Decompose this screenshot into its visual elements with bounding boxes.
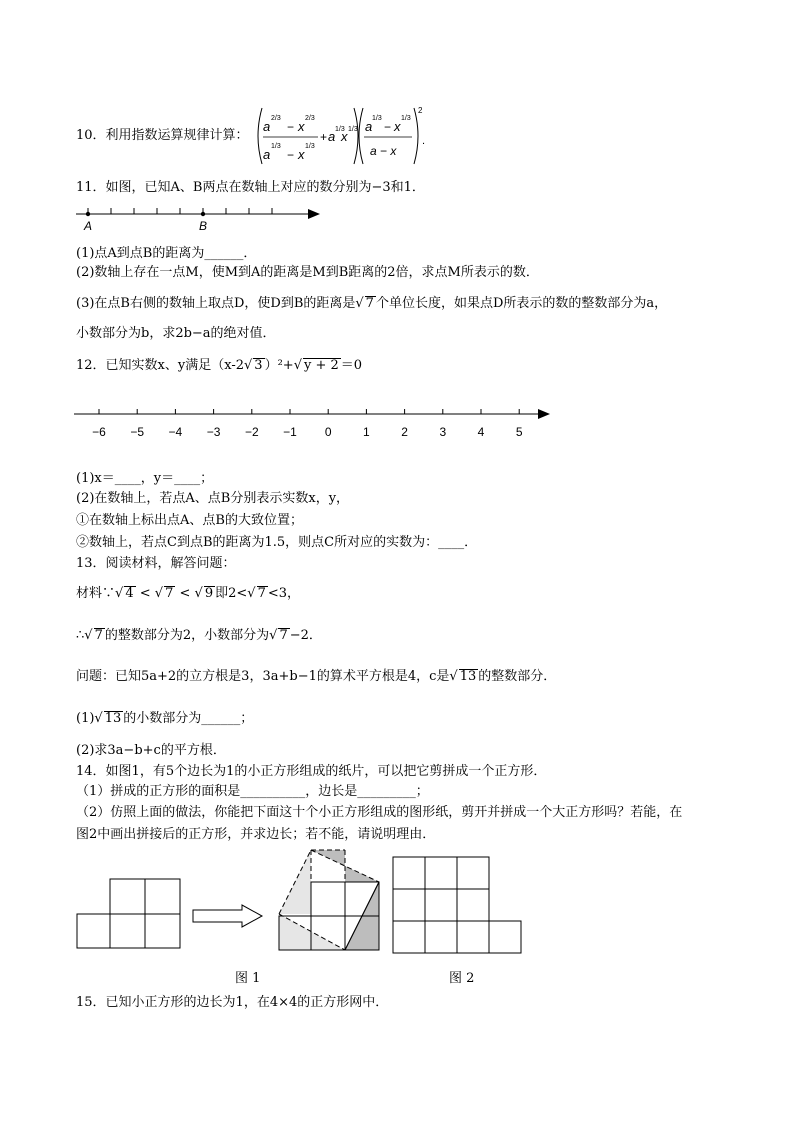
q10-expression	[254, 104, 434, 168]
q12-axis-arrow	[538, 409, 550, 419]
q10-frac2-num-a: a	[365, 119, 373, 134]
q13-radicand-7b: 7	[257, 586, 266, 601]
q13-problem-b: 的整数部分．	[478, 669, 557, 684]
q14-figure-1-rearranged	[275, 846, 387, 952]
q14-part-1: （1）拼成的正方形的面积是__________，边长是_________；	[76, 784, 429, 799]
q11-part-2: (2)数轴上存在一点M，使M到A的距离是M到B距离的2倍，求点M所表示的数．	[76, 265, 539, 280]
question-15-stem: 15．已知小正方形的边长为1，在4×4的正方形网中．	[76, 995, 389, 1010]
q13-stem: 13．阅读材料，解答问题：	[76, 556, 236, 571]
q10-frac1-den-x-exp: 1/3	[305, 143, 315, 150]
q10-frac2-num-minus: −	[384, 120, 392, 134]
q11-part-3-line2: 小数部分为b，求2b−a的绝对值．	[76, 326, 276, 341]
q14-figure-1-caption: 图 1	[235, 971, 261, 986]
sqrt-symbol-icon: √	[194, 586, 203, 601]
q12-tick-label: −3	[206, 425, 221, 439]
q14-part-2-line1: （2）仿照上面的做法，你能把下面这十个小正方形组成的图形纸，剪开并拼成一个大正方形吗？若能，在	[76, 805, 683, 820]
q13-part-2: (2)求3a−b+c的平方根．	[76, 743, 226, 758]
q10-left-paren-1	[258, 108, 262, 164]
q10-frac1-num-minus: −	[287, 120, 295, 134]
q10-term-a-exp: 1/3	[335, 126, 345, 133]
q11-part-1: (1)点A到点B的距离为______．	[76, 246, 257, 261]
q10-prefix: 10．利用指数运算规律计算：	[76, 128, 249, 143]
q12-stem-c: ＝0	[340, 358, 363, 373]
q12-tick-label: −1	[283, 425, 297, 439]
q12-part-1: (1)x＝____，y＝____；	[76, 471, 214, 486]
q13-problem-a: 问题：已知5a+2的立方根是3，3a+b−1的算术平方根是4，c是	[76, 669, 450, 684]
q12-tick-label: −4	[168, 425, 183, 439]
q13-radicand-4: 4	[125, 586, 134, 601]
q10-frac1-num-x-exp: 2/3	[305, 115, 315, 122]
q10-frac2-num-x-exp: 1/3	[401, 115, 411, 122]
q13-material-line1	[76, 585, 300, 603]
q11-radicand-7: 7	[365, 296, 374, 311]
q12-tick-label: 5	[515, 425, 523, 439]
q14-part-2-line2: 图2中画出拼接后的正方形，并求边长；若不能，请说明理由．	[76, 827, 436, 842]
sqrt-symbol-icon: √	[269, 628, 278, 643]
q12-part-2: (2)在数轴上，若点A、点B分别表示实数x，y，	[76, 491, 350, 506]
q11-number-line	[74, 204, 324, 234]
q12-tick-label: 1	[363, 425, 370, 439]
q10-term-a: a	[328, 129, 336, 144]
q11-label-b: B	[199, 219, 208, 233]
q13-m2-mid: 的整数部分为2，小数部分为	[104, 628, 270, 643]
sqrt-symbol-icon: √	[115, 586, 124, 601]
q12-tick-label: −5	[130, 425, 145, 439]
sqrt-symbol-icon: √	[449, 669, 458, 684]
q13-m2-end: −2．	[289, 628, 322, 643]
q13-p1-pre: (1)	[76, 711, 95, 726]
q12-stem-a: 12．已知实数x、y满足（x-2	[76, 358, 244, 373]
q11-axis-arrow	[308, 209, 320, 219]
q13-radicand-7a: 7	[165, 586, 174, 601]
q13-lt-2: <	[179, 586, 191, 601]
q14-figure-1-original	[76, 878, 184, 950]
q14-figure-2-caption: 图 2	[449, 971, 475, 986]
q13-part-1	[76, 710, 253, 728]
sqrt-symbol-icon: √	[244, 358, 253, 373]
q12-part-2-2: ②数轴上，若点C到点B的距离为1.5，则点C所对应的实数为：____．	[76, 535, 478, 550]
q13-problem	[76, 668, 556, 686]
q13-radicand-7c: 7	[94, 628, 103, 643]
q11-stem: 11．如图，已知A、B两点在数轴上对应的数分别为−3和1．	[76, 180, 425, 195]
q10-frac1-den-minus: −	[287, 148, 295, 162]
q13-m1-mid: 即2<	[215, 586, 248, 601]
q11-point-a	[86, 212, 90, 216]
q10-outer-exponent: 2	[418, 106, 423, 115]
hollow-arrow-icon	[192, 904, 264, 928]
q11-part-3-line1	[76, 295, 667, 313]
q13-m2-pre: ∴	[76, 628, 85, 643]
q10-period: .	[422, 135, 426, 147]
q13-m1-pre: 材料∵	[76, 586, 116, 601]
q10-term-x: x	[341, 129, 348, 144]
q12-tick-label: 3	[439, 425, 447, 439]
q13-p1-post: 的小数部分为______；	[123, 711, 254, 726]
q12-tick-label: 2	[401, 425, 408, 439]
sqrt-symbol-icon: √	[293, 358, 302, 373]
q12-radicand-3: 3	[254, 358, 263, 373]
q10-left-paren-2	[359, 108, 363, 164]
sqrt-symbol-icon: √	[355, 296, 364, 311]
q10-plus: +	[320, 130, 328, 144]
q12-stem-b: ）²+	[264, 358, 294, 373]
q10-term-x-exp: 1/3	[348, 126, 358, 133]
q10-frac1-num-x: x	[298, 119, 305, 134]
q13-radicand-13a: 13	[459, 669, 477, 684]
q10-frac1-num-a: a	[263, 119, 271, 134]
q10-frac1-den-a: a	[263, 147, 271, 162]
q10-right-paren-1	[354, 108, 358, 164]
q11-label-a: A	[84, 219, 93, 233]
q13-lt-1: <	[139, 586, 151, 601]
q11-ticks	[88, 208, 272, 214]
q12-radicand-y2: y + 2	[303, 358, 339, 373]
q11-point-b	[201, 212, 205, 216]
q12-part-2-1: ①在数轴上标出点A、点B的大致位置；	[76, 513, 303, 528]
q14-figure-2-grid	[392, 856, 522, 954]
sqrt-symbol-icon: √	[84, 628, 93, 643]
q10-frac1-den-a-exp: 1/3	[271, 143, 281, 150]
q11-part-3-text-b: 个单位长度，如果点D所表示的数的整数部分为a，	[375, 296, 668, 311]
q14-stem: 14．如图1，有5个边长为1的小正方形组成的纸片，可以把它剪拼成一个正方形．	[76, 764, 547, 779]
q10-frac2-num-a-exp: 1/3	[372, 115, 382, 122]
q10-right-paren-2	[414, 108, 418, 164]
q11-part-3-text-a: (3)在点B右侧的数轴上取点D，使D到B的距离是	[76, 296, 356, 311]
q13-radicand-9: 9	[204, 586, 214, 601]
q12-tick-label: −2	[244, 425, 259, 439]
q12-tick-label: 0	[324, 425, 332, 439]
q10-frac2-num-x: x	[394, 119, 401, 134]
q13-material-line2	[76, 627, 322, 645]
q13-m1-end: <3，	[267, 586, 301, 601]
q12-tick-label: −6	[92, 425, 106, 439]
q12-number-line	[74, 404, 554, 444]
q10-frac2-den: a − x	[370, 144, 397, 158]
sqrt-symbol-icon: √	[94, 711, 103, 726]
q10-frac1-num-a-exp: 2/3	[271, 115, 281, 122]
sqrt-symbol-icon: √	[154, 586, 164, 601]
q10-frac1-den-x: x	[298, 147, 305, 162]
q13-radicand-7d: 7	[279, 628, 288, 643]
q12-tick-label: 4	[477, 425, 485, 439]
sqrt-symbol-icon: √	[247, 586, 256, 601]
q13-radicand-13b: 13	[104, 711, 122, 726]
q12-stem	[76, 357, 362, 375]
